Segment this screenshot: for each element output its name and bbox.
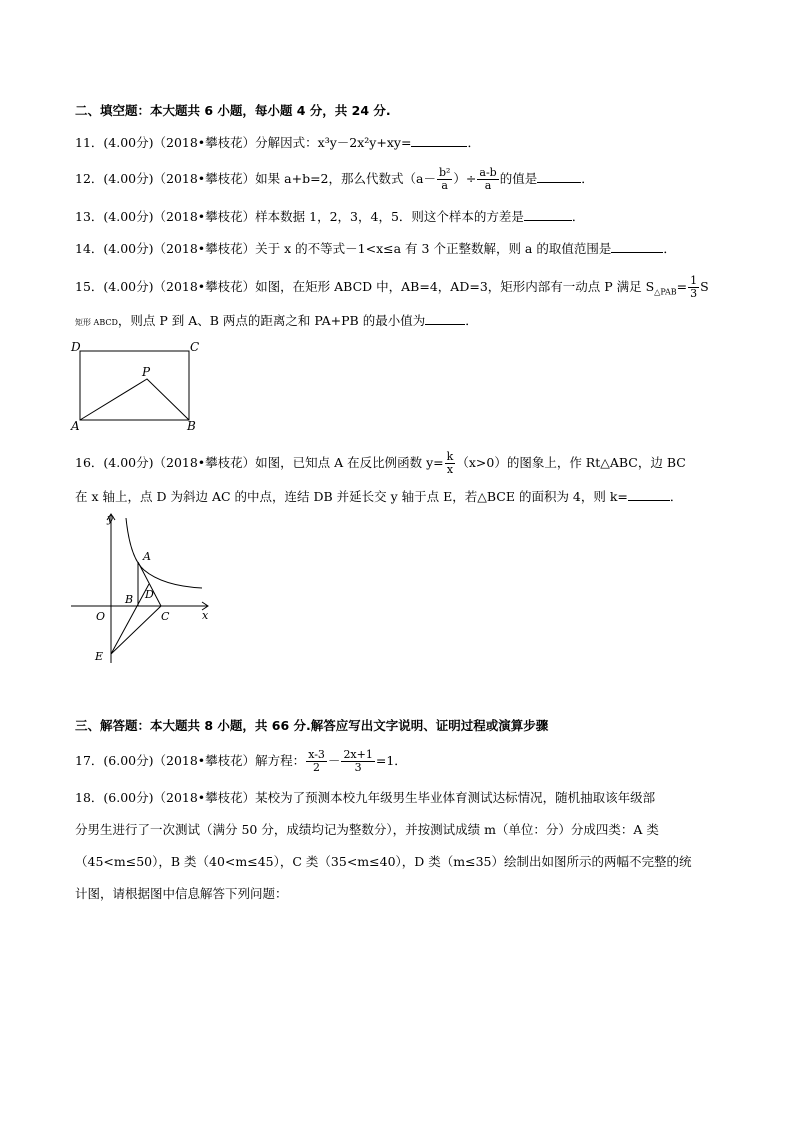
label-a: A (71, 419, 80, 432)
question-16-line1 (75, 451, 686, 476)
q15-answer-blank[interactable] (425, 312, 465, 325)
q17-frac2-numerator: 2x+1 (343, 748, 373, 761)
q17-minus: － (327, 753, 341, 768)
label-p: P (142, 365, 151, 379)
label-c: C (161, 610, 170, 623)
label-d: D (71, 340, 81, 354)
q16-suffix: ． (669, 489, 683, 504)
section3-title: 三、解答题：本大题共 8 小题，共 66 分.解答应写出文字说明、证明过程或演算步骤 (75, 718, 549, 733)
q11-suffix: ． (467, 135, 480, 150)
question-14 (75, 239, 676, 259)
q16-answer-blank[interactable] (628, 488, 670, 501)
q12-frac2-numerator: a-b (479, 166, 497, 179)
question-18-line3: （45<m≤50），B 类（40<m≤45），C 类（35<m≤40），D 类（m≤35）绘制出如图所示的两幅不完整的统 (75, 854, 692, 869)
q17-frac2-denominator: 3 (354, 761, 362, 774)
label-b: B (125, 593, 134, 606)
q17-fraction-2 (341, 749, 374, 774)
q12-frac1-numerator: b² (438, 166, 451, 179)
question-12 (75, 167, 594, 192)
q11-answer-blank[interactable] (411, 134, 467, 147)
q15-frac-numerator: 1 (690, 274, 698, 287)
question-15-line1 (75, 275, 709, 303)
label-x: x (202, 609, 209, 622)
q12-fraction-2 (477, 167, 498, 192)
question-13 (75, 207, 584, 227)
q14-suffix: ． (663, 241, 676, 256)
q13-text: 13．(4.00分)（2018•攀枝花）样本数据 1，2，3，4，5．则这个样本的方差是 (75, 209, 524, 224)
triangle-pab (80, 379, 189, 420)
question-16-line2 (75, 487, 682, 507)
q13-suffix: ． (571, 209, 585, 224)
label-d: D (145, 588, 154, 601)
q12-suffix: ． (581, 171, 594, 186)
q15-tail: S (700, 279, 709, 294)
question-18-line1: 18．(6.00分)（2018•攀枝花）某校为了预测本校九年级男生毕业体育测试达标情况，随机抽取该年级部 (75, 790, 656, 805)
line-ec (111, 606, 161, 654)
label-b: B (187, 419, 196, 432)
q16-frac-numerator: k (446, 450, 454, 463)
q17-suffix: =1． (375, 753, 407, 768)
q14-answer-blank[interactable] (611, 240, 663, 253)
q15-frac-denominator: 3 (690, 287, 698, 300)
q12-text: 12．(4.00分)（2018•攀枝花）如果 a+b=2，那么代数式（a－ (75, 171, 436, 186)
q12-fraction-1 (437, 167, 452, 192)
q15-text-2: ，则点 P 到 A、B 两点的距离之和 PA+PB 的最小值为 (117, 313, 426, 328)
q15-subscript-rect: 矩形 ABCD (75, 318, 118, 327)
q15-text: 15．(4.00分)（2018•攀枝花）如图，在矩形 ABCD 中，AB=4，AD=3，矩形内部有一动点 P 满足 S (75, 279, 655, 294)
hyperbola-curve (126, 518, 202, 588)
q16-text: 16．(4.00分)（2018•攀枝花）如图，已知点 A 在反比例函数 y= (75, 455, 444, 470)
q16-after: （x>0）的图象上，作 Rt△ABC，边 BC (456, 455, 686, 470)
q15-subscript-pab: △PAB (654, 287, 677, 297)
question-18-line2: 分男生进行了一次测试（满分 50 分，成绩均记为整数分），并按测试成绩 m（单位：分）分成四类：A 类 (75, 822, 659, 837)
q12-mid: ）÷ (453, 171, 477, 186)
question-18-line4: 计图，请根据图中信息解答下列问题： (75, 886, 288, 901)
figure-15-rectangle (68, 338, 208, 432)
label-a: A (143, 550, 151, 563)
q14-text: 14．(4.00分)（2018•攀枝花）关于 x 的不等式－1<x≤a 有 3 个正整数解，则 a 的取值范围是 (75, 241, 612, 256)
q12-frac2-denominator: a (484, 179, 492, 192)
q12-answer-blank[interactable] (537, 170, 581, 183)
q17-fraction-1 (306, 749, 327, 774)
question-17 (75, 749, 407, 774)
q15-equals: = (676, 279, 688, 294)
section2-title: 二、填空题：本大题共 6 小题，每小题 4 分，共 24 分. (75, 103, 391, 118)
label-c: C (190, 340, 200, 354)
label-e: E (95, 650, 104, 663)
q11-text: 11．(4.00分)（2018•攀枝花）分解因式：x³y－2x²y+xy= (75, 135, 412, 150)
q16-fraction (445, 451, 456, 476)
figure-16-graph (68, 508, 218, 668)
q13-answer-blank[interactable] (524, 208, 572, 221)
q12-after: 的值是 (499, 171, 538, 186)
q17-text: 17．(6.00分)（2018•攀枝花）解方程： (75, 753, 306, 768)
q16-frac-denominator: x (446, 463, 454, 476)
q16-text-2: 在 x 轴上，点 D 为斜边 AC 的中点，连结 DB 并延长交 y 轴于点 E，若△BCE 的面积为 4，则 k= (75, 489, 628, 504)
question-15-line2 (75, 311, 478, 333)
q17-frac1-denominator: 2 (313, 761, 321, 774)
q15-fraction (688, 275, 699, 300)
q17-frac1-numerator: x-3 (308, 748, 325, 761)
label-o: O (96, 610, 106, 623)
q15-suffix: ． (465, 313, 478, 328)
label-y: y (107, 512, 114, 525)
q12-frac1-denominator: a (441, 179, 448, 192)
question-11 (75, 133, 480, 153)
